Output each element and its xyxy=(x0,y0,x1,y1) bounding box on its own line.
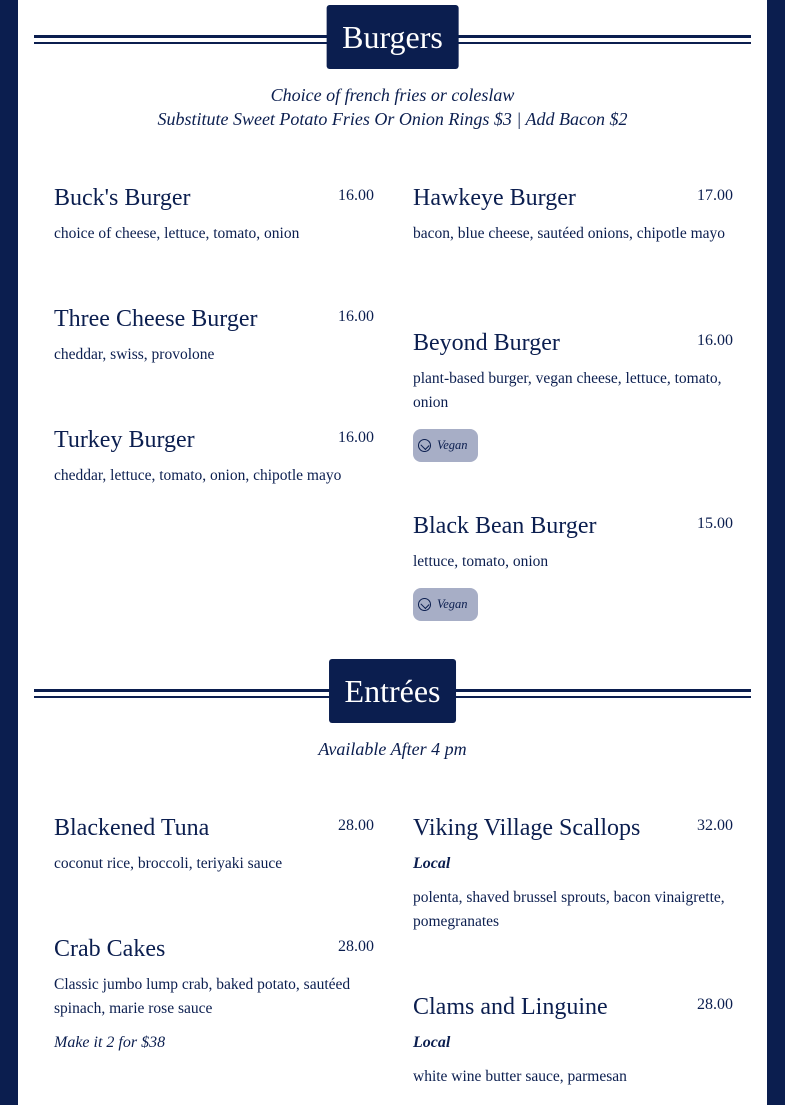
item-price: 16.00 xyxy=(338,429,374,446)
item-price: 32.00 xyxy=(697,817,733,834)
item-description: polenta, shaved brussel sprouts, bacon vinaigrette, pomegranates xyxy=(413,889,725,930)
local-tag: Local xyxy=(413,1034,451,1051)
item-name: Viking Village Scallops xyxy=(413,815,641,841)
item-description: cheddar, lettuce, tomato, onion, chipotle mayo xyxy=(54,467,342,484)
item-name: Three Cheese Burger xyxy=(54,306,258,332)
menu-item xyxy=(54,184,374,246)
item-description: Classic jumbo lump crab, baked potato, sautéed spinach, marie rose sauce xyxy=(54,976,351,1017)
vegan-leaf-icon xyxy=(418,439,431,452)
item-price: 16.00 xyxy=(697,332,733,349)
item-description: plant-based burger, vegan cheese, lettuce, tomato, onion xyxy=(413,370,722,411)
item-name: Turkey Burger xyxy=(54,427,195,453)
menu-item xyxy=(413,329,733,462)
item-price: 16.00 xyxy=(338,187,374,204)
section-subtitle: Choice of french fries or coleslaw xyxy=(270,85,515,105)
menu-item xyxy=(413,814,733,934)
section-title: Burgers xyxy=(326,5,459,69)
vegan-badge xyxy=(413,429,478,462)
menu-item xyxy=(413,184,733,246)
item-name: Black Bean Burger xyxy=(413,513,597,539)
badge-label: Vegan xyxy=(437,597,468,611)
item-name: Crab Cakes xyxy=(54,936,166,962)
menu-item xyxy=(413,993,733,1089)
menu-item xyxy=(54,305,374,367)
item-price: 17.00 xyxy=(697,187,733,204)
menu-item xyxy=(54,426,374,488)
item-name: Buck's Burger xyxy=(54,185,191,211)
item-name: Beyond Burger xyxy=(413,330,560,356)
menu-item xyxy=(413,512,733,621)
badge-label: Vegan xyxy=(437,438,468,452)
menu-item xyxy=(54,935,374,1055)
menu-item xyxy=(54,814,374,876)
section-subtitle: Substitute Sweet Potato Fries Or Onion Rings $3 | Add Bacon $2 xyxy=(157,109,628,129)
item-description: cheddar, swiss, provolone xyxy=(54,346,215,363)
item-description: coconut rice, broccoli, teriyaki sauce xyxy=(54,855,283,872)
item-price: 28.00 xyxy=(338,938,374,955)
item-price: 15.00 xyxy=(697,515,733,532)
item-name: Hawkeye Burger xyxy=(413,185,576,211)
item-price: 28.00 xyxy=(338,817,374,834)
section-title: Entrées xyxy=(329,659,457,723)
item-description: white wine butter sauce, parmesan xyxy=(413,1068,627,1085)
item-name: Blackened Tuna xyxy=(54,815,210,841)
local-tag: Local xyxy=(413,855,451,872)
item-description: bacon, blue cheese, sautéed onions, chipotle mayo xyxy=(413,225,726,242)
section-subtitle: Available After 4 pm xyxy=(318,739,467,759)
entrees-section-header xyxy=(34,659,751,723)
item-name: Clams and Linguine xyxy=(413,994,608,1020)
item-note: Make it 2 for $38 xyxy=(54,1034,166,1051)
burgers-section-header xyxy=(34,5,751,69)
item-price: 16.00 xyxy=(338,308,374,325)
menu-page xyxy=(18,0,767,1105)
item-description: choice of cheese, lettuce, tomato, onion xyxy=(54,225,300,242)
vegan-leaf-icon xyxy=(418,598,431,611)
item-description: lettuce, tomato, onion xyxy=(413,553,549,570)
vegan-badge xyxy=(413,588,478,621)
item-price: 28.00 xyxy=(697,996,733,1013)
